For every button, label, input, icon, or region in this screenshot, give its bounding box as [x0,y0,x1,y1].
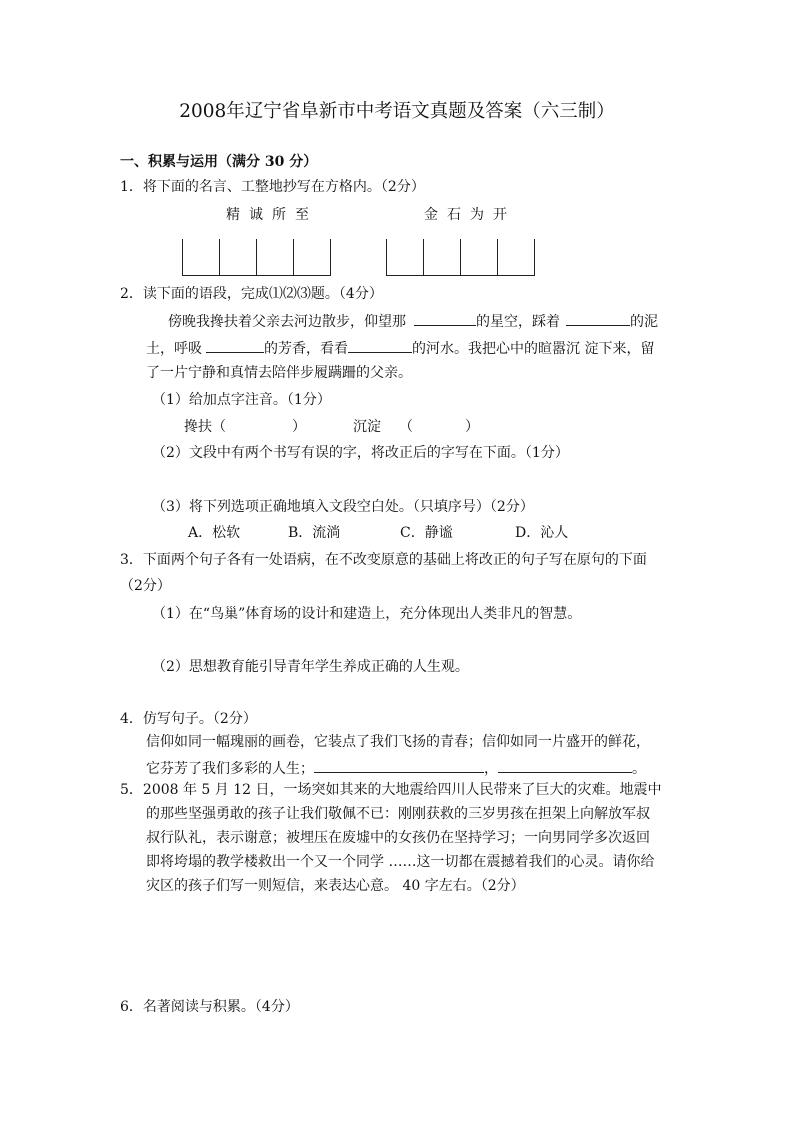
question-5-line-3: 叔行队礼，表示谢意；被埋压在废墟中的女孩仍在坚持学习；一向男同学多次返回 [146,830,650,846]
answer-blank[interactable] [314,758,484,773]
sub-question-2-3: （3）将下列选项正确地填入文段空白处。（只填序号）（2分） [152,499,534,515]
q4-text: 。 [632,761,646,777]
answer-blank[interactable] [348,338,412,353]
option-d: D．沁人 [515,525,569,541]
phrase-right: 金石为开 [424,207,516,223]
question-6-stem: 6．名著阅读与积累。（4分） [120,999,299,1015]
bracket: ） [292,419,306,435]
bracket: ） [465,419,479,435]
grid-cell[interactable] [220,239,257,275]
question-5-line-2: 的那些坚强勇敢的孩子让我们敬佩不已：刚刚获救的三岁男孩在担架上向解放军叔 [146,806,650,822]
pinyin-item-2 [353,418,479,436]
question-1-stem: 1．将下面的名言、工整地抄写在方格内。（2分） [120,179,425,195]
passage-text: 的星空，踩着 [476,314,560,330]
passage-line-3: 了一片宁静和真情去陪伴步履蹒跚的父亲。 [146,365,412,381]
question-2-stem: 2．读下面的语段，完成⑴⑵⑶题。（4分） [120,286,383,302]
writing-grid-right[interactable] [386,239,535,276]
question-4-line-2 [146,758,646,778]
phrase-left: 精诚所至 [226,207,318,223]
q4-text: 它芬芳了我们多彩的人生； [146,761,314,777]
writing-grid-left[interactable] [182,239,331,276]
q4-text: ， [484,761,498,777]
sub-question-2-2: （2）文段中有两个书写有误的字，将改正后的字写在下面。（1分） [152,445,569,461]
answer-blank[interactable] [414,311,476,326]
passage-text: 的泥 [630,314,658,330]
option-a: A．松软 [188,525,241,541]
question-4-line-1: 信仰如同一幅瑰丽的画卷，它装点了我们飞扬的青春；信仰如同一片盛开的鲜花， [146,734,650,750]
answer-blank[interactable] [566,311,630,326]
passage-text: 的芳香，看看 [264,341,348,357]
question-5-line-5: 灾区的孩子们写一则短信，来表达心意。 40 字左右。（2分） [146,878,525,894]
question-5-line-4: 即将垮塌的教学楼救出一个又一个同学 ……这一切都在震撼着我们的心灵。请你给 [146,854,655,870]
passage-line-2 [146,338,654,358]
answer-blank[interactable] [498,758,632,773]
grid-cell[interactable] [498,239,535,275]
passage-text: 的河水。我把心中的暄嚣沉 淀下来，留 [412,341,655,357]
pinyin-word: 搀扶（ [184,419,226,435]
grid-cell[interactable] [183,239,220,275]
pinyin-item-1 [184,418,306,436]
pinyin-word: 沉淀 [353,419,381,435]
option-b: B．流淌 [288,525,341,541]
grid-cell[interactable] [424,239,461,275]
grid-cell[interactable] [461,239,498,275]
grid-cell[interactable] [387,239,424,275]
question-3-stem: 3．下面两个句子各有一处语病，在不改变原意的基础上将改正的句子写在原句的下面 [120,552,647,568]
question-4-stem: 4．仿写句子。（2分） [120,711,257,727]
grid-cell[interactable] [294,239,331,275]
section-heading-1: 一、积累与运用（满分 30 分） [120,154,318,170]
sentence-3-1: （1）在“鸟巢”体育场的设计和建造上，充分体现出人类非凡的智慧。 [152,606,582,622]
bracket: （ [399,419,413,435]
passage-text: 土，呼吸 [146,341,202,357]
question-3-score: （2分） [120,578,171,594]
option-c: C．静谧 [400,525,453,541]
answer-blank[interactable] [206,338,264,353]
question-5-line-1: 5．2008 年 5 月 12 日，一场突如其来的大地震给四川人民带来了巨大的灾难。地震中 [120,782,662,798]
grid-cell[interactable] [257,239,294,275]
passage-line-1 [168,311,658,331]
page-title: 2008年辽宁省阜新市中考语文真题及答案（六三制） [179,101,615,122]
sentence-3-2: （2）思想教育能引导青年学生养成正确的人生观。 [152,659,469,675]
sub-question-2-1: （1）给加点字注音。（1分） [152,392,331,408]
passage-text: 傍晚我搀扶着父亲去河边散步，仰望那 [168,314,406,330]
